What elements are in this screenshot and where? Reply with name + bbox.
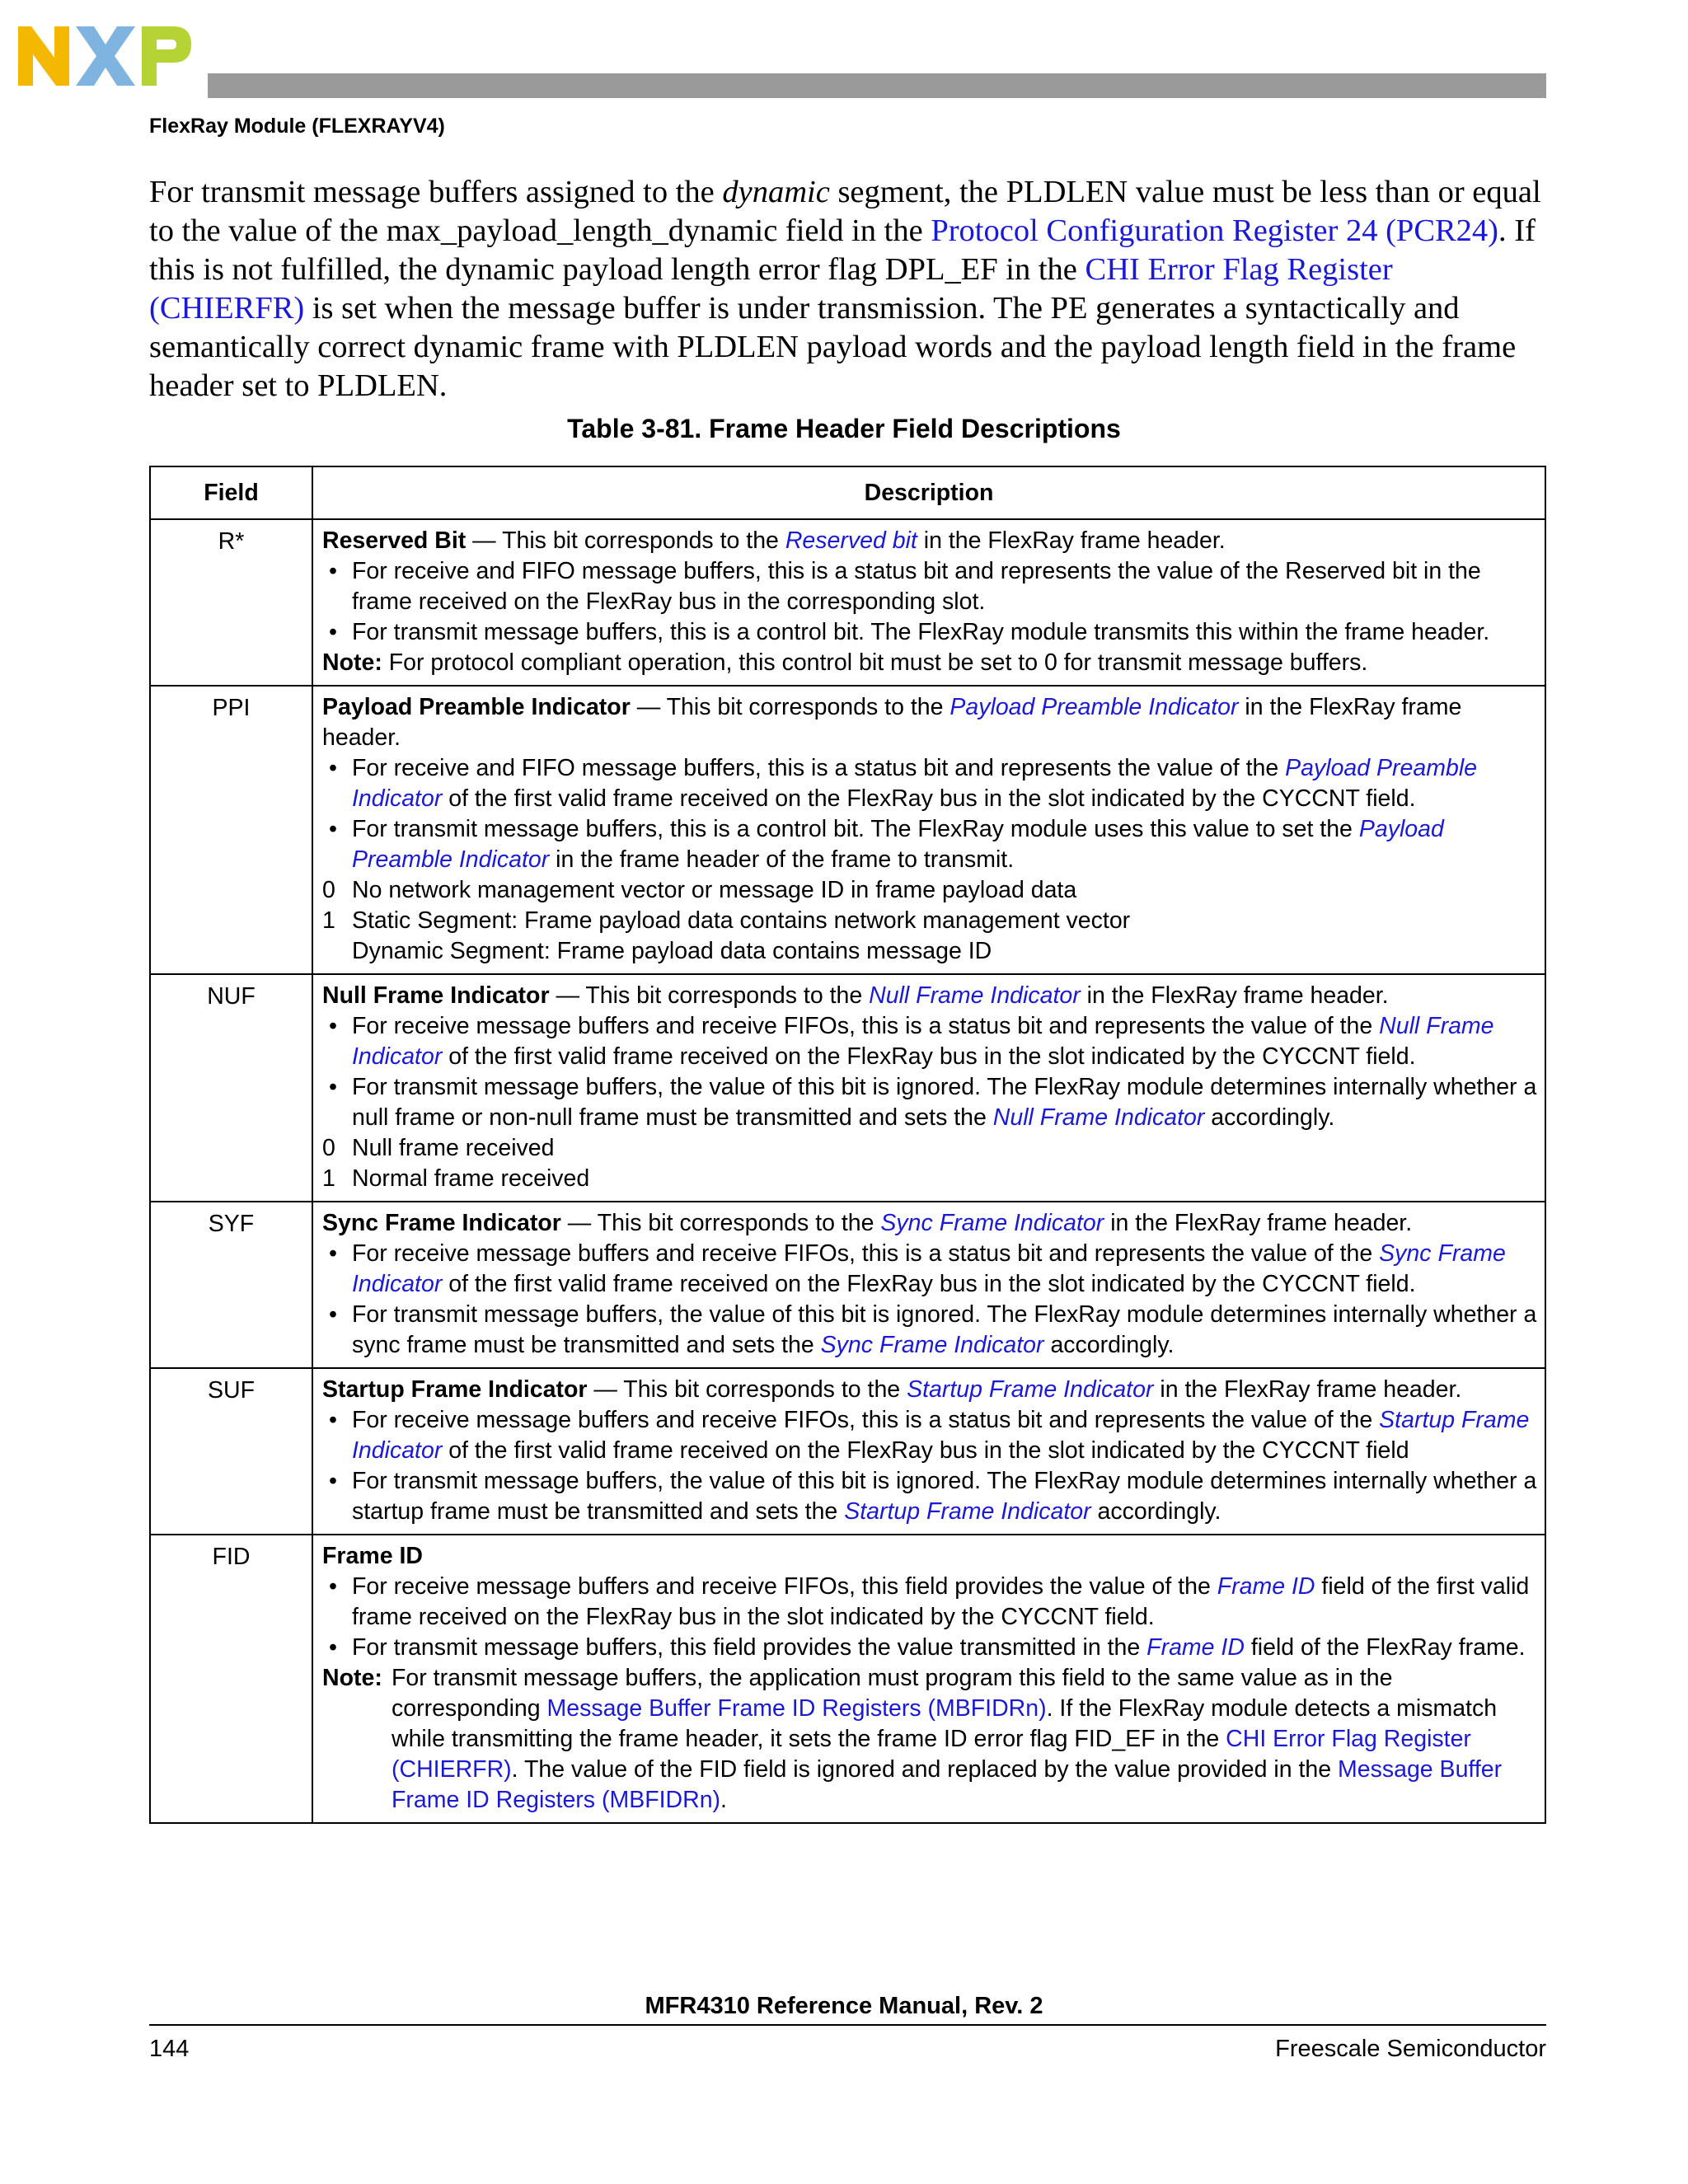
column-header-description: Description bbox=[312, 466, 1545, 519]
chierfr-link[interactable]: CHI Error Flag Register (CHIERFR) bbox=[392, 1726, 1471, 1783]
startup-frame-link[interactable]: Startup Frame Indicator bbox=[844, 1498, 1091, 1525]
table-row bbox=[150, 1202, 1545, 1368]
value-item: 0 No network management vector or message ID in frame payload data bbox=[322, 877, 1077, 903]
mbfidrn-link[interactable]: Message Buffer Frame ID Registers (MBFIDRn) bbox=[546, 1695, 1047, 1722]
footer-manual-title: MFR4310 Reference Manual, Rev. 2 bbox=[645, 1993, 1043, 2019]
payload-preamble-link[interactable]: Payload Preamble Indicator bbox=[950, 694, 1239, 720]
list-item: • For receive message buffers and receive FIFOs, this is a status bit and represents the value of the Null Frame Indicator of the first valid frame received on the FlexRay bus in the slot indicated by the CYCCNT field. bbox=[322, 1011, 1538, 1072]
table-row bbox=[150, 974, 1545, 1202]
nxp-logo bbox=[18, 21, 191, 89]
field-name: FID bbox=[150, 1535, 312, 1823]
field-description: Frame ID • For receive message buffers and receive FIFOs, this field provides the value of the Frame ID field of the first valid frame received on the FlexRay bus in the slot indicated by the CYCCNT field. • For transmit message buffers, this field provides the value transmitted in the Frame ID field of the FlexRay frame. Note: For transmit message buffers, the application must program this field to the same value as in the corresponding Message Buffer Frame ID Registers (MBFIDRn). If the FlexRay module detects a mismatch while transmitting the frame header, it sets the frame ID error flag FID_EF in the CHI Error Flag Register (CHIERFR). The value of the FID field is ignored and replaced by the value provided in the Message Buffer Frame ID Registers (MBFIDRn). bbox=[312, 1535, 1545, 1823]
table-header-row bbox=[150, 466, 1545, 519]
field-name: R* bbox=[150, 519, 312, 686]
table-title: Table 3-81. Frame Header Field Descriptions bbox=[567, 414, 1121, 443]
field-description: Null Frame Indicator — This bit corresponds to the Null Frame Indicator in the FlexRay frame header. • For receive message buffers and receive FIFOs, this is a status bit and represents the value of the Null Frame Indicator of the first valid frame received on the FlexRay bus in the slot indicated by the CYCCNT field. • For transmit message buffers, the value of this bit is ignored. The FlexRay module determines internally whether a null frame or non-null frame must be transmitted and sets the Null Frame Indicator accordingly. 0 Null frame received 1 Normal frame received bbox=[312, 974, 1545, 1202]
note: Note: For transmit message buffers, the application must program this field to the same value as in the corresponding Message Buffer Frame ID Registers (MBFIDRn). If the FlexRay module detects a mismatch while transmitting the frame header, it sets the frame ID error flag FID_EF in the CHI Error Flag Register (CHIERFR). The value of the FID field is ignored and replaced by the value provided in the Message Buffer Frame ID Registers (MBFIDRn). bbox=[322, 1665, 1503, 1813]
intro-paragraph: For transmit message buffers assigned to the dynamic segment, the PLDLEN value must be less than or equal to the value of the max_payload_length_dynamic field in the Protocol Configuration Register 24 (PCR24). If this is not fulfilled, the dynamic payload length error flag DPL_EF in the CHI Error Flag Register (CHIERFR) is set when the message buffer is under transmission. The PE generates a syntactically and semantically correct dynamic frame with PLDLEN payload words and the payload length field in the frame header set to PLDLEN. bbox=[149, 175, 1541, 403]
table-row bbox=[150, 1368, 1545, 1535]
table-row bbox=[150, 1535, 1545, 1823]
reserved-bit-link[interactable]: Reserved bit bbox=[785, 527, 917, 554]
footer-rule bbox=[149, 2024, 1546, 2026]
value-item: 1 Normal frame received bbox=[322, 1165, 590, 1192]
frame-id-link[interactable]: Frame ID bbox=[1146, 1634, 1245, 1661]
running-head: FlexRay Module (FLEXRAYV4) bbox=[149, 115, 445, 138]
list-item: • For transmit message buffers, this field provides the value transmitted in the Frame ID field of the FlexRay frame. bbox=[322, 1633, 1538, 1663]
column-header-field: Field bbox=[150, 466, 312, 519]
list-item: • For transmit message buffers, this is a control bit. The FlexRay module transmits this within the frame header. bbox=[322, 617, 1538, 648]
value-item: 1 Static Segment: Frame payload data contains network management vector Dynamic Segment: Frame payload data contains message ID bbox=[322, 907, 1131, 964]
null-frame-link[interactable]: Null Frame Indicator bbox=[869, 982, 1081, 1009]
field-name: PPI bbox=[150, 686, 312, 974]
header-bar bbox=[208, 73, 1546, 98]
list-item: • For transmit message buffers, the value of this bit is ignored. The FlexRay module determines internally whether a sync frame must be transmitted and sets the Sync Frame Indicator accordingly. bbox=[322, 1300, 1538, 1361]
null-frame-link[interactable]: Null Frame Indicator bbox=[992, 1104, 1205, 1131]
logo-x-shape bbox=[76, 26, 135, 86]
list-item: • For receive and FIFO message buffers, this is a status bit and represents the value of the Payload Preamble Indicator of the first valid frame received on the FlexRay bus in the slot indicated by the CYCCNT field. bbox=[322, 753, 1538, 814]
list-item: • For receive and FIFO message buffers, this is a status bit and represents the value of the Reserved bit in the frame received on the FlexRay bus in the corresponding slot. bbox=[322, 556, 1538, 617]
publisher-name: Freescale Semiconductor bbox=[1275, 2036, 1546, 2062]
field-description: Startup Frame Indicator — This bit corresponds to the Startup Frame Indicator in the FlexRay frame header. • For receive message buffers and receive FIFOs, this is a status bit and represents the value of the Startup Frame Indicator of the first valid frame received on the FlexRay bus in the slot indicated by the CYCCNT field • For transmit message buffers, the value of this bit is ignored. The FlexRay module determines internally whether a startup frame must be transmitted and sets the Startup Frame Indicator accordingly. bbox=[312, 1368, 1545, 1535]
list-item: • For receive message buffers and receive FIFOs, this field provides the value of the Frame ID field of the first valid frame received on the FlexRay bus in the slot indicated by the CYCCNT field. bbox=[322, 1572, 1538, 1633]
mbfidrn-link[interactable]: Message Buffer Frame ID Registers (MBFIDRn) bbox=[392, 1756, 1503, 1813]
pcr24-link[interactable]: Protocol Configuration Register 24 (PCR24) bbox=[931, 213, 1499, 248]
sync-frame-link[interactable]: Sync Frame Indicator bbox=[820, 1332, 1044, 1358]
payload-preamble-link[interactable]: Payload Preamble Indicator bbox=[352, 755, 1478, 812]
payload-preamble-link[interactable]: Payload Preamble Indicator bbox=[352, 816, 1444, 873]
list-item: • For transmit message buffers, this is a control bit. The FlexRay module uses this value to set the Payload Preamble Indicator in the frame header of the frame to transmit. bbox=[322, 814, 1538, 875]
chierfr-link[interactable]: CHI Error Flag Register (CHIERFR) bbox=[149, 252, 1393, 326]
sync-frame-link[interactable]: Sync Frame Indicator bbox=[352, 1240, 1506, 1297]
sync-frame-link[interactable]: Sync Frame Indicator bbox=[880, 1210, 1104, 1236]
startup-frame-link[interactable]: Startup Frame Indicator bbox=[907, 1376, 1154, 1403]
list-item: • For transmit message buffers, the value of this bit is ignored. The FlexRay module determines internally whether a null frame or non-null frame must be transmitted and sets the Null Frame Indicator accordingly. bbox=[322, 1072, 1538, 1133]
intro-emphasis: dynamic bbox=[722, 175, 830, 209]
field-name: SYF bbox=[150, 1202, 312, 1368]
field-name: NUF bbox=[150, 974, 312, 1202]
list-item: • For transmit message buffers, the value of this bit is ignored. The FlexRay module determines internally whether a startup frame must be transmitted and sets the Startup Frame Indicator accordingly. bbox=[322, 1466, 1538, 1527]
note: Note: For protocol compliant operation, this control bit must be set to 0 for transmit message buffers. bbox=[322, 649, 1368, 676]
list-item: • For receive message buffers and receive FIFOs, this is a status bit and represents the value of the Sync Frame Indicator of the first valid frame received on the FlexRay bus in the slot indicated by the CYCCNT field. bbox=[322, 1239, 1538, 1300]
table-row bbox=[150, 519, 1545, 686]
field-name: SUF bbox=[150, 1368, 312, 1535]
list-item: • For receive message buffers and receive FIFOs, this is a status bit and represents the value of the Startup Frame Indicator of the first valid frame received on the FlexRay bus in the slot indicated by the CYCCNT field bbox=[322, 1405, 1538, 1466]
table-row bbox=[150, 686, 1545, 974]
logo-p-shape bbox=[142, 26, 191, 86]
field-description: Payload Preamble Indicator — This bit corresponds to the Payload Preamble Indicator in the FlexRay frame header. • For receive and FIFO message buffers, this is a status bit and represents the value of the Payload Preamble Indicator of the first valid frame received on the FlexRay bus in the slot indicated by the CYCCNT field. • For transmit message buffers, this is a control bit. The FlexRay module uses this value to set the Payload Preamble Indicator in the frame header of the frame to transmit. 0 No network management vector or message ID in frame payload data 1 Static Segment: Frame payload data contains network management vector Dynamic Segment: Frame payload data contains message ID bbox=[312, 686, 1545, 974]
field-description: Reserved Bit — This bit corresponds to the Reserved bit in the FlexRay frame header. • For receive and FIFO message buffers, this is a status bit and represents the value of the Reserved bit in the frame received on the FlexRay bus in the corresponding slot. • For transmit message buffers, this is a control bit. The FlexRay module transmits this within the frame header. Note: For protocol compliant operation, this control bit must be set to 0 for transmit message buffers. bbox=[312, 519, 1545, 686]
field-description: Sync Frame Indicator — This bit corresponds to the Sync Frame Indicator in the FlexRay frame header. • For receive message buffers and receive FIFOs, this is a status bit and represents the value of the Sync Frame Indicator of the first valid frame received on the FlexRay bus in the slot indicated by the CYCCNT field. • For transmit message buffers, the value of this bit is ignored. The FlexRay module determines internally whether a sync frame must be transmitted and sets the Sync Frame Indicator accordingly. bbox=[312, 1202, 1545, 1368]
value-item: 0 Null frame received bbox=[322, 1135, 555, 1161]
page-number: 144 bbox=[149, 2036, 190, 2062]
field-description-table bbox=[149, 466, 1546, 1824]
null-frame-link[interactable]: Null Frame Indicator bbox=[352, 1013, 1494, 1070]
logo-n-shape bbox=[18, 26, 69, 86]
startup-frame-link[interactable]: Startup Frame Indicator bbox=[352, 1407, 1530, 1464]
frame-id-link[interactable]: Frame ID bbox=[1217, 1573, 1315, 1600]
